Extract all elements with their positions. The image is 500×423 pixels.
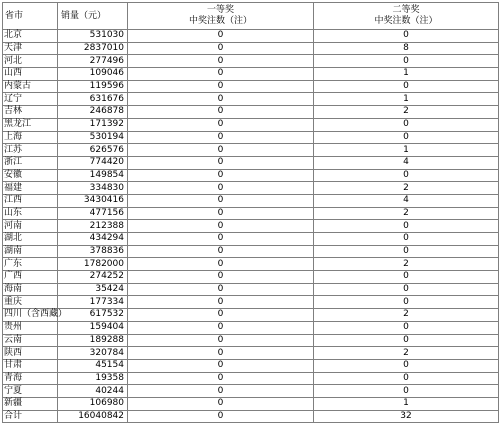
first-prize-count-cell: 0	[128, 245, 314, 258]
header-second-prize	[314, 3, 499, 30]
sales-cell: 35424	[58, 283, 128, 296]
table-row	[3, 245, 499, 258]
province-cell: 山西	[3, 68, 58, 81]
table-row	[3, 68, 499, 81]
first-prize-count-cell: 0	[128, 283, 314, 296]
sales-cell: 149854	[58, 169, 128, 182]
sales-cell: 531030	[58, 30, 128, 43]
header-first-prize	[128, 3, 314, 30]
province-cell: 上海	[3, 131, 58, 144]
second-prize-count-cell: 1	[314, 93, 499, 106]
province-cell: 重庆	[3, 296, 58, 309]
first-prize-count-cell: 0	[128, 359, 314, 372]
second-prize-count-cell: 0	[314, 334, 499, 347]
province-cell: 青海	[3, 372, 58, 385]
second-prize-count-cell: 1	[314, 397, 499, 410]
first-prize-count-cell: 0	[128, 194, 314, 207]
province-cell: 湖南	[3, 245, 58, 258]
province-cell: 浙江	[3, 156, 58, 169]
second-prize-count-cell: 8	[314, 42, 499, 55]
province-cell: 内蒙古	[3, 80, 58, 93]
second-prize-count-cell: 0	[314, 385, 499, 398]
first-prize-count-cell: 0	[128, 220, 314, 233]
table-row	[3, 207, 499, 220]
first-prize-count-cell: 0	[128, 207, 314, 220]
sales-cell: 774420	[58, 156, 128, 169]
table-row	[3, 397, 499, 410]
table-row	[3, 283, 499, 296]
province-cell: 山东	[3, 207, 58, 220]
table-row	[3, 309, 499, 322]
province-cell: 合计	[3, 410, 58, 423]
second-prize-count-cell: 0	[314, 220, 499, 233]
first-prize-count-cell: 0	[128, 397, 314, 410]
header-second-prize-title: 二等奖	[392, 5, 420, 15]
table-row	[3, 233, 499, 246]
province-cell: 黑龙江	[3, 118, 58, 131]
province-cell: 江苏	[3, 144, 58, 157]
table-row	[3, 169, 499, 182]
sales-cell: 119596	[58, 80, 128, 93]
sales-cell: 277496	[58, 55, 128, 68]
table-row	[3, 118, 499, 131]
table-row	[3, 334, 499, 347]
first-prize-count-cell: 0	[128, 233, 314, 246]
sales-cell: 106980	[58, 397, 128, 410]
second-prize-count-cell: 0	[314, 271, 499, 284]
second-prize-count-cell: 0	[314, 80, 499, 93]
province-cell: 江西	[3, 194, 58, 207]
province-cell: 河北	[3, 55, 58, 68]
first-prize-count-cell: 0	[128, 106, 314, 119]
table-row	[3, 93, 499, 106]
table-body	[3, 30, 499, 423]
province-cell: 陕西	[3, 347, 58, 360]
second-prize-count-cell: 0	[314, 245, 499, 258]
province-cell: 河南	[3, 220, 58, 233]
first-prize-count-cell: 0	[128, 347, 314, 360]
province-cell: 福建	[3, 182, 58, 195]
second-prize-count-cell: 0	[314, 118, 499, 131]
header-second-prize-sub: 中奖注数（注）	[374, 16, 438, 26]
table-row	[3, 385, 499, 398]
table-row	[3, 296, 499, 309]
sales-cell: 109046	[58, 68, 128, 81]
table-row	[3, 106, 499, 119]
second-prize-count-cell: 0	[314, 372, 499, 385]
second-prize-count-cell: 0	[314, 233, 499, 246]
sales-cell: 434294	[58, 233, 128, 246]
province-cell: 北京	[3, 30, 58, 43]
second-prize-count-cell: 2	[314, 258, 499, 271]
sales-cell: 246878	[58, 106, 128, 119]
second-prize-count-cell: 1	[314, 144, 499, 157]
table-row	[3, 347, 499, 360]
sales-table	[2, 2, 499, 423]
province-cell: 甘肃	[3, 359, 58, 372]
sales-cell: 378836	[58, 245, 128, 258]
sales-cell: 171392	[58, 118, 128, 131]
province-cell: 四川（含西藏）	[4, 309, 68, 320]
table-row	[3, 258, 499, 271]
province-cell: 天津	[3, 42, 58, 55]
sales-cell: 3430416	[58, 194, 128, 207]
table-row	[3, 410, 499, 423]
second-prize-count-cell: 2	[314, 347, 499, 360]
second-prize-count-cell: 0	[314, 321, 499, 334]
sales-cell: 2837010	[58, 42, 128, 55]
sales-cell: 19358	[58, 372, 128, 385]
first-prize-count-cell: 0	[128, 80, 314, 93]
header-province: 省市	[3, 3, 58, 30]
province-cell: 海南	[3, 283, 58, 296]
table-row	[3, 271, 499, 284]
sales-cell: 274252	[58, 271, 128, 284]
first-prize-count-cell: 0	[128, 93, 314, 106]
sales-cell: 212388	[58, 220, 128, 233]
table-row	[3, 131, 499, 144]
table-row	[3, 321, 499, 334]
second-prize-count-cell: 1	[314, 68, 499, 81]
first-prize-count-cell: 0	[128, 182, 314, 195]
first-prize-count-cell: 0	[128, 30, 314, 43]
first-prize-count-cell: 0	[128, 258, 314, 271]
second-prize-count-cell: 0	[314, 296, 499, 309]
sales-cell: 530194	[58, 131, 128, 144]
first-prize-count-cell: 0	[128, 296, 314, 309]
first-prize-count-cell: 0	[128, 156, 314, 169]
sales-cell: 16040842	[58, 410, 128, 423]
province-cell: 新疆	[3, 397, 58, 410]
first-prize-count-cell: 0	[128, 410, 314, 423]
first-prize-count-cell: 0	[128, 131, 314, 144]
table-row	[3, 372, 499, 385]
table-row	[3, 359, 499, 372]
second-prize-count-cell: 0	[314, 55, 499, 68]
sales-cell: 477156	[58, 207, 128, 220]
sales-cell: 626576	[58, 144, 128, 157]
second-prize-count-cell: 2	[314, 309, 499, 322]
sales-cell: 189288	[58, 334, 128, 347]
first-prize-count-cell: 0	[128, 68, 314, 81]
second-prize-count-cell: 0	[314, 169, 499, 182]
first-prize-count-cell: 0	[128, 321, 314, 334]
second-prize-count-cell: 2	[314, 182, 499, 195]
province-cell: 广西	[3, 271, 58, 284]
table-row	[3, 30, 499, 43]
first-prize-count-cell: 0	[128, 55, 314, 68]
province-cell: 安徽	[3, 169, 58, 182]
province-cell: 湖北	[3, 233, 58, 246]
lottery-sales-table-sheet	[2, 2, 498, 421]
sales-cell: 159404	[58, 321, 128, 334]
table-row	[3, 182, 499, 195]
first-prize-count-cell: 0	[128, 372, 314, 385]
province-cell: 广东	[3, 258, 58, 271]
table-row	[3, 80, 499, 93]
table-row	[3, 55, 499, 68]
sales-cell: 631676	[58, 93, 128, 106]
sales-cell: 40244	[58, 385, 128, 398]
first-prize-count-cell: 0	[128, 169, 314, 182]
sales-cell: 334830	[58, 182, 128, 195]
sales-cell: 320784	[58, 347, 128, 360]
second-prize-count-cell: 0	[314, 30, 499, 43]
header-sales: 销量（元）	[58, 3, 128, 30]
first-prize-count-cell: 0	[128, 42, 314, 55]
first-prize-count-cell: 0	[128, 309, 314, 322]
second-prize-count-cell: 0	[314, 283, 499, 296]
sales-cell: 617532	[58, 309, 128, 322]
table-row	[3, 156, 499, 169]
province-cell: 贵州	[3, 321, 58, 334]
header-row	[3, 3, 499, 30]
province-cell: 宁夏	[3, 385, 58, 398]
table-row	[3, 194, 499, 207]
sales-cell: 45154	[58, 359, 128, 372]
second-prize-count-cell: 32	[314, 410, 499, 423]
sales-cell: 177334	[58, 296, 128, 309]
province-cell: 辽宁	[3, 93, 58, 106]
table-row	[3, 144, 499, 157]
table-row	[3, 42, 499, 55]
second-prize-count-cell: 2	[314, 207, 499, 220]
header-first-prize-sub: 中奖注数（注）	[188, 16, 252, 26]
first-prize-count-cell: 0	[128, 334, 314, 347]
table-row	[3, 220, 499, 233]
second-prize-count-cell: 0	[314, 359, 499, 372]
first-prize-count-cell: 0	[128, 118, 314, 131]
second-prize-count-cell: 2	[314, 106, 499, 119]
second-prize-count-cell: 4	[314, 194, 499, 207]
second-prize-count-cell: 0	[314, 131, 499, 144]
first-prize-count-cell: 0	[128, 385, 314, 398]
first-prize-count-cell: 0	[128, 271, 314, 284]
second-prize-count-cell: 4	[314, 156, 499, 169]
sales-cell: 1782000	[58, 258, 128, 271]
province-cell: 吉林	[3, 106, 58, 119]
header-first-prize-title: 一等奖	[206, 5, 234, 15]
first-prize-count-cell: 0	[128, 144, 314, 157]
province-cell: 云南	[3, 334, 58, 347]
